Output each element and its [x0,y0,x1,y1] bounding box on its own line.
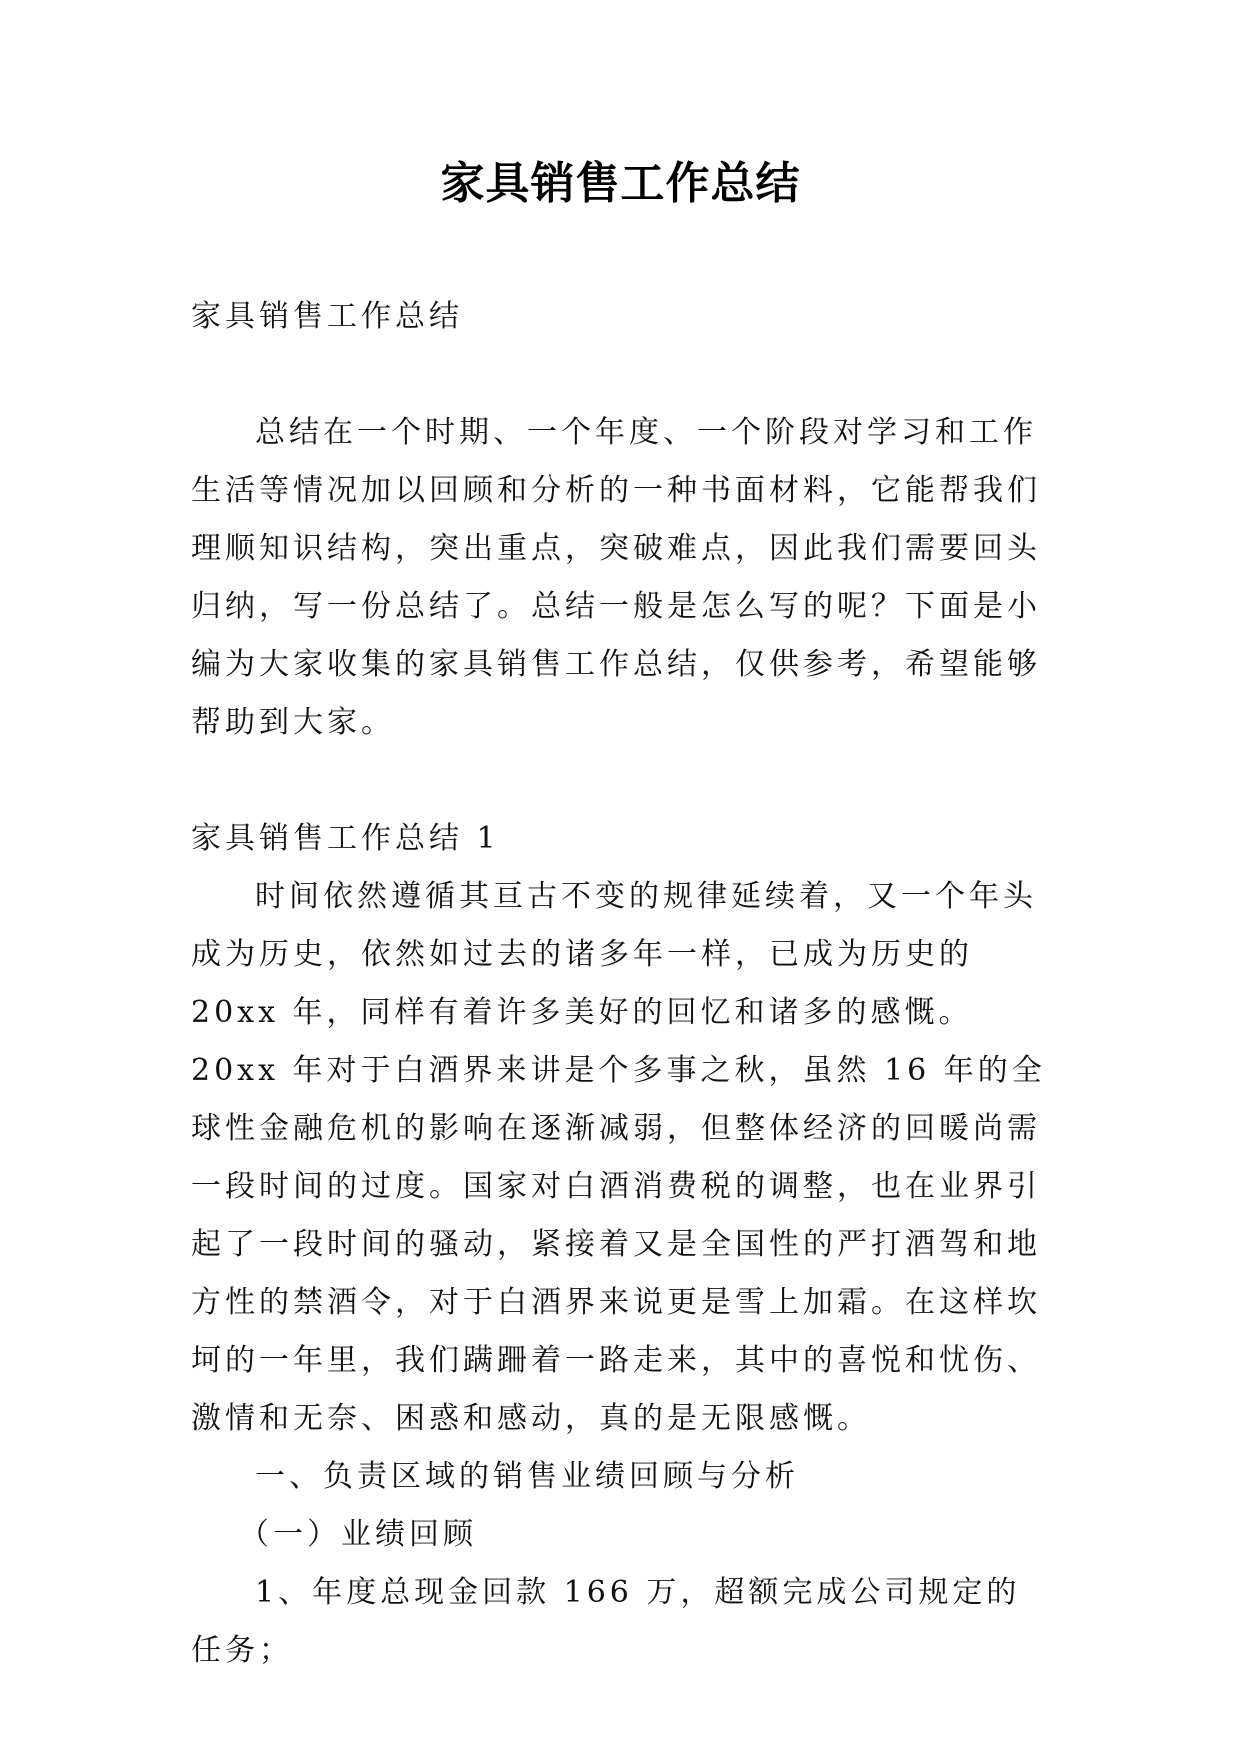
spacing-gap [191,346,1051,404]
heading-level-2: （一）业绩回顾 [239,1517,477,1552]
heading-level-1: 一、负责区域的销售业绩回顾与分析 [255,1459,799,1494]
document-content [191,288,1051,1680]
intro-paragraph: 总结在一个时期、一个年度、一个阶段对学习和工作生活等情况加以回顾和分析的一种书面材料，它能帮我们理顺知识结构，突出重点，突破难点，因此我们需要回头归纳，写一份总结了。总结一般是怎么写的呢？下面是小编为大家收集的家具销售工作总结，仅供参考，希望能够帮助到大家。 [191,415,1041,740]
section-title: 家具销售工作总结 1 [191,821,500,856]
document-title: 家具销售工作总结 [440,158,801,209]
list-item: 1、年度总现金回款 166 万，超额完成公司规定的任务； [191,1575,1021,1668]
spacing-gap [191,752,1051,810]
document-subtitle: 家具销售工作总结 [191,299,463,334]
body-paragraph: 时间依然遵循其亘古不变的规律延续着，又一个年头成为历史，依然如过去的诸多年一样，已成为历史的 20xx 年，同样有着许多美好的回忆和诸多的感慨。20xx 年对于白酒界来讲是个多事之秋，虽然 16 年的全球性金融危机的影响在逐渐减弱，但整体经济的回暖尚需一段时间的过度。国家对白酒消费税的调整，也在业界引起了一段时间的骚动，紧接着又是全国性的严打酒驾和地方性的禁酒令，对于白酒界来说更是雪上加霜。在这样坎坷的一年里，我们蹒跚着一路走来，其中的喜悦和忧伤、激情和无奈、困惑和感动，真的是无限感慨。 [191,879,1046,1436]
